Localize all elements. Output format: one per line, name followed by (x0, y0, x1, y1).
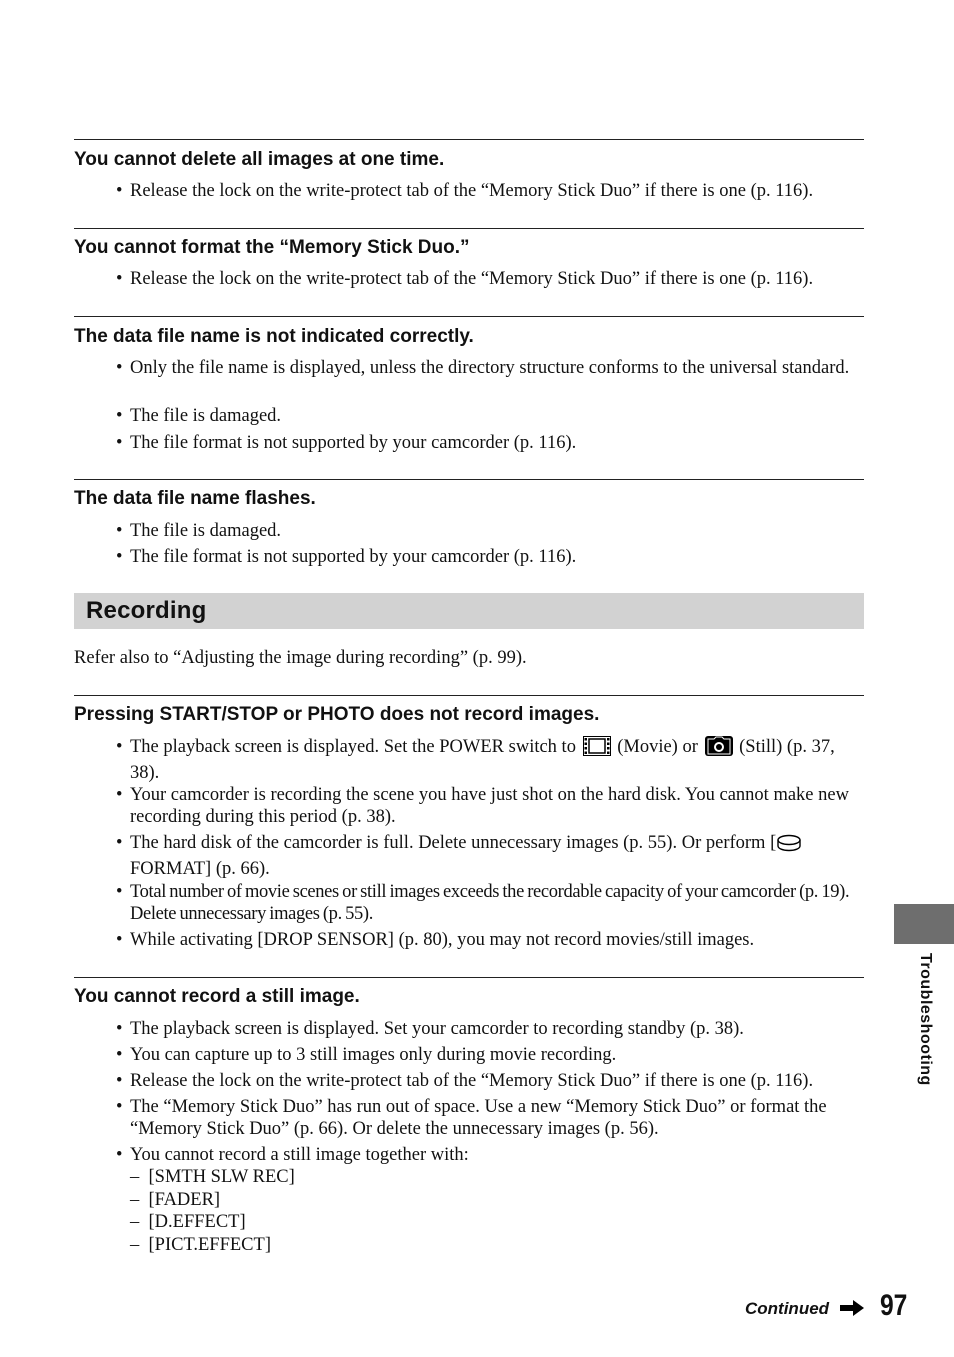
sub-item-text: [PICT.EFFECT] (148, 1235, 271, 1255)
bullet-text: Release the lock on the write-protect tab of the “Memory Stick Duo” if there is one (p. 116). (130, 181, 814, 201)
camera-icon (705, 736, 733, 762)
section-heading: The data file name is not indicated correctly. (74, 326, 474, 347)
bullet-item (116, 929, 864, 951)
bullet-mark: • (116, 737, 123, 757)
bullet-text: The file format is not supported by your camcorder (p. 116). (130, 433, 577, 453)
dash-mark: – (130, 1190, 140, 1210)
bullet-text-part: (Still) (p. 37, 38). (130, 737, 835, 783)
bullet-item (116, 546, 864, 568)
movie-icon (583, 736, 611, 762)
bullet-item (116, 180, 864, 202)
section-heading: Pressing START/STOP or PHOTO does not record images. (74, 704, 600, 725)
bullet-text (130, 832, 830, 880)
bullet-mark: • (116, 1045, 123, 1065)
bullet-mark: • (116, 406, 123, 426)
bullet-text: The file is damaged. (130, 521, 282, 541)
bullet-text-part: (Movie) or (617, 737, 698, 757)
bullet-text: The file is damaged. (130, 406, 282, 426)
bullet-mark: • (116, 1097, 123, 1117)
dash-mark: – (130, 1167, 140, 1187)
arrow-right-icon (840, 1300, 864, 1321)
bullet-text (130, 736, 864, 784)
sub-item-text: [SMTH SLW REC] (148, 1167, 295, 1187)
bullet-item (116, 357, 864, 379)
section-rule (74, 316, 864, 317)
section-title: Recording (86, 597, 207, 624)
sub-item (130, 1166, 295, 1188)
bullet-text-part: FORMAT] (p. 66). (130, 859, 270, 879)
chapter-side-label: Troubleshooting (917, 953, 934, 1086)
section-heading: The data file name flashes. (74, 488, 316, 509)
bullet-text: You cannot record a still image together with: (130, 1145, 469, 1165)
bullet-mark: • (116, 1019, 123, 1039)
bullet-item (116, 268, 864, 290)
sub-item-text: [D.EFFECT] (148, 1212, 246, 1232)
bullet-text: While activating [DROP SENSOR] (p. 80), you may not record movies/still images. (130, 930, 755, 950)
bullet-item (116, 432, 864, 454)
bullet-item (116, 1144, 864, 1166)
bullet-item (116, 1096, 864, 1140)
bullet-text: Total number of movie scenes or still images exceeds the recordable capacity of your camcorder (p. 19). Delete unnecessary images (p. 55). (130, 882, 850, 924)
bullet-item (116, 736, 864, 784)
section-rule (74, 695, 864, 696)
bullet-mark: • (116, 521, 123, 541)
bullet-text: Release the lock on the write-protect tab of the “Memory Stick Duo” if there is one (p. 116). (130, 269, 814, 289)
bullet-mark: • (116, 1145, 123, 1165)
bullet-item (116, 784, 864, 828)
section-rule (74, 228, 864, 229)
sub-item (130, 1189, 220, 1211)
bullet-item (116, 1070, 864, 1092)
intro-paragraph: Refer also to “Adjusting the image during recording” (p. 99). (74, 648, 527, 668)
section-heading: You cannot record a still image. (74, 986, 360, 1007)
sub-item (130, 1234, 271, 1256)
bullet-mark: • (116, 181, 123, 201)
hdd-icon (776, 834, 802, 858)
bullet-text: The “Memory Stick Duo” has run out of space. Use a new “Memory Stick Duo” or format the “Memory Stick Duo” (p. 66). Or delete the unnecessary images (p. 56). (130, 1097, 827, 1139)
bullet-mark: • (116, 547, 123, 567)
bullet-mark: • (116, 785, 123, 805)
section-heading: You cannot format the “Memory Stick Duo.” (74, 237, 470, 258)
bullet-mark: • (116, 433, 123, 453)
bullet-text: The file format is not supported by your camcorder (p. 116). (130, 547, 577, 567)
bullet-item (116, 832, 864, 880)
section-heading: You cannot delete all images at one time. (74, 149, 445, 170)
page-number: 97 (880, 1289, 908, 1322)
bullet-mark: • (116, 269, 123, 289)
recording-section-band (74, 593, 864, 629)
section-rule (74, 977, 864, 978)
bullet-text: You can capture up to 3 still images only during movie recording. (130, 1045, 617, 1065)
bullet-item (116, 1044, 864, 1066)
bullet-text-part: The playback screen is displayed. Set the POWER switch to (130, 737, 576, 757)
dash-mark: – (130, 1235, 140, 1255)
bullet-text: Only the file name is displayed, unless the directory structure conforms to the universal standard. (130, 358, 850, 378)
bullet-text: Release the lock on the write-protect tab of the “Memory Stick Duo” if there is one (p. 116). (130, 1071, 814, 1091)
dash-mark: – (130, 1212, 140, 1232)
chapter-tab-marker (894, 904, 954, 944)
section-rule (74, 479, 864, 480)
bullet-mark: • (116, 358, 123, 378)
sub-item-text: [FADER] (148, 1190, 221, 1210)
sub-item (130, 1211, 246, 1233)
continued-label: Continued (745, 1299, 830, 1318)
bullet-mark: • (116, 1071, 123, 1091)
bullet-text: Your camcorder is recording the scene you have just shot on the hard disk. You cannot make new recording during this period (p. 38). (130, 785, 849, 827)
bullet-text: The playback screen is displayed. Set your camcorder to recording standby (p. 38). (130, 1019, 744, 1039)
bullet-item (116, 520, 864, 542)
bullet-mark: • (116, 882, 123, 902)
bullet-mark: • (116, 833, 123, 853)
bullet-mark: • (116, 930, 123, 950)
bullet-item (116, 1018, 864, 1040)
bullet-item (116, 881, 864, 925)
section-rule (74, 139, 864, 140)
bullet-item (116, 405, 864, 427)
bullet-text-part: The hard disk of the camcorder is full. Delete unnecessary images (p. 55). Or perform [ (130, 833, 777, 853)
